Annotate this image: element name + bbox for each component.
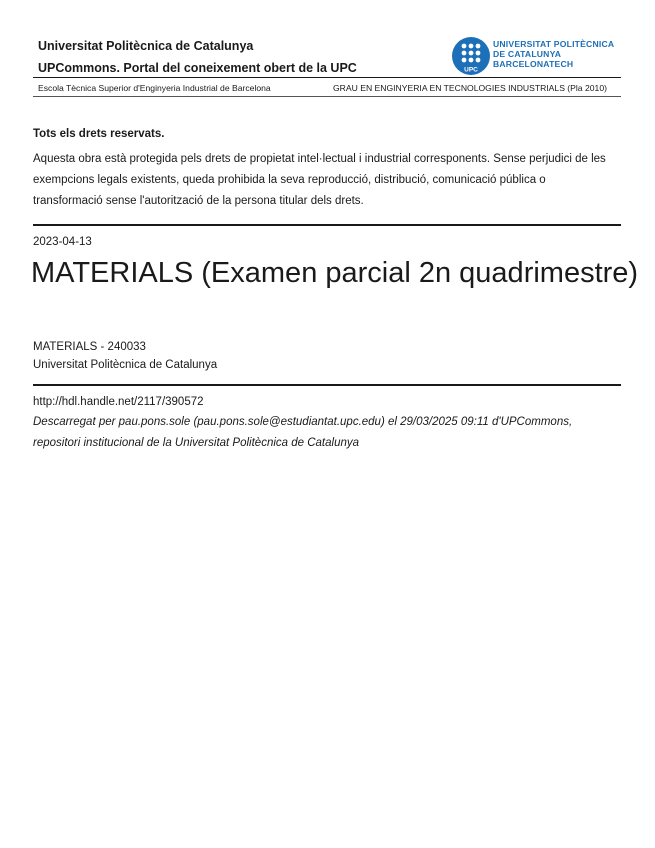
- logo-text-line3: BARCELONATECH: [493, 59, 574, 70]
- school-name: Escola Tècnica Superior d'Enginyeria Industrial de Barcelona: [38, 83, 271, 93]
- portal-name: UPCommons. Portal del coneixement obert de la UPC: [38, 61, 357, 75]
- upc-logo-icon: [451, 36, 491, 76]
- logo-text-line1: UNIVERSITAT POLITÈCNICA: [493, 39, 615, 49]
- document-date: 2023-04-13: [33, 236, 92, 248]
- header-divider: [33, 77, 621, 78]
- course-divider: [33, 384, 621, 386]
- course-info: [33, 338, 217, 374]
- logo-text-line2: DE CATALUNYA: [493, 49, 562, 60]
- degree-name: GRAU EN ENGINYERIA EN TECNOLOGIES INDUSTRIALS (Pla 2010): [333, 83, 607, 93]
- institution-name: Universitat Politècnica de Catalunya: [33, 359, 218, 371]
- university-name: Universitat Politècnica de Catalunya: [38, 39, 254, 53]
- download-note: Descarregat per pau.pons.sole (pau.pons.sole@estudiantat.upc.edu) el 29/03/2025 09:11 d'UPCommons, repositori institucional de la Universitat Politècnica de Catalunya: [33, 416, 573, 449]
- logo-badge-text: UPC: [464, 66, 478, 74]
- upc-logo: [451, 36, 631, 76]
- rights-title: Tots els drets reservats.: [33, 128, 165, 140]
- handle-link[interactable]: http://hdl.handle.net/2117/390572: [33, 396, 204, 408]
- header-left: [38, 38, 357, 76]
- rights-body: Aquesta obra està protegida pels drets de propietat intel·lectual i industrial corresponents. Sense perjudici de les exempcions legals existents, queda prohibida la seva reproducció, distribució, comunicació pública o transformació sense l'autorització de la persona titular dels drets.: [33, 153, 606, 207]
- document-title: MATERIALS (Examen parcial 2n quadrimestre): [31, 257, 639, 289]
- logo-wordmark: [493, 39, 614, 70]
- rights-divider: [33, 224, 621, 226]
- course-code: MATERIALS - 240033: [33, 341, 146, 353]
- subheader-divider: [33, 96, 621, 97]
